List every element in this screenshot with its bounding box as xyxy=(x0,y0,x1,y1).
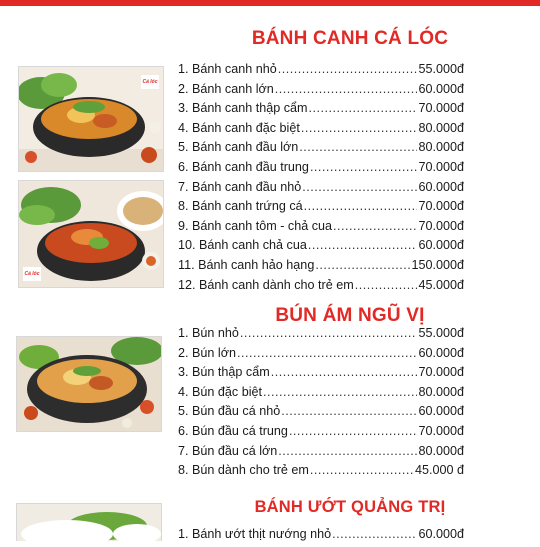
menu-item xyxy=(178,62,464,82)
menu-item-price: 55.000đ xyxy=(418,326,464,340)
menu-item-name: 3. Bánh canh thập cẩm xyxy=(178,101,308,116)
menu-item xyxy=(178,219,464,239)
menu-item xyxy=(178,444,464,464)
dot-leader xyxy=(310,160,418,174)
menu-item-price: 70.000đ xyxy=(418,365,464,380)
menu-item xyxy=(178,199,464,219)
menu-item-price: 60.000đ xyxy=(418,81,464,96)
menu-item-price: 70.000đ xyxy=(418,101,464,116)
menu-item-name: 7. Bánh canh đầu nhỏ xyxy=(178,179,302,194)
menu-item-price: 70.000đ xyxy=(418,218,464,233)
menu-item xyxy=(178,82,464,102)
dot-leader xyxy=(275,82,418,96)
dot-leader xyxy=(308,238,418,252)
menu-item xyxy=(178,160,464,180)
menu-item-name: 2. Bún lớn xyxy=(178,345,236,360)
menu-item-price: 60.000đ xyxy=(418,238,464,253)
menu-item-price: 80.000đ xyxy=(418,140,464,155)
menu-list-banh-canh xyxy=(178,62,464,297)
dot-leader xyxy=(310,463,414,477)
menu-item-name: 4. Bún đặc biệt xyxy=(178,384,263,399)
dish-photo-banh-uot xyxy=(16,503,162,541)
menu-item xyxy=(178,121,464,141)
dot-leader xyxy=(332,527,417,541)
dot-leader xyxy=(333,219,417,233)
menu-list-bun-am xyxy=(178,326,464,483)
dish-photo-banh-canh-2 xyxy=(18,180,164,288)
menu-item-name: 10. Bánh canh chả cua xyxy=(178,238,307,253)
menu-item-name: 1. Bánh canh nhỏ xyxy=(178,62,277,76)
menu-item-price: 60.000đ xyxy=(418,179,464,194)
dot-leader xyxy=(301,121,418,135)
menu-item-price: 70.000đ xyxy=(418,159,464,174)
dot-leader xyxy=(304,199,418,213)
menu-item xyxy=(178,385,464,405)
menu-item xyxy=(178,326,464,346)
dot-leader xyxy=(278,62,418,76)
dot-leader xyxy=(302,180,417,194)
menu-item-name: 3. Bún thập cẩm xyxy=(178,365,270,380)
menu-item-name: 11. Bánh canh hảo hạng xyxy=(178,257,315,272)
menu-item-name: 6. Bánh canh đầu trung xyxy=(178,159,309,174)
menu-item xyxy=(178,258,464,278)
dot-leader xyxy=(271,365,418,379)
menu-item-name: 1. Bún nhỏ xyxy=(178,326,239,340)
menu-item-name: 1. Bánh ướt thịt nướng nhỏ xyxy=(178,527,332,541)
menu-item xyxy=(178,424,464,444)
menu-item xyxy=(178,404,464,424)
dot-leader xyxy=(299,140,417,154)
dot-leader xyxy=(309,101,418,115)
menu-item-price: 45.000đ xyxy=(418,277,464,292)
menu-item-name: 6. Bún đầu cá trung xyxy=(178,423,288,438)
brand-logo: Cá lóc xyxy=(141,75,159,89)
menu-item-price: 55.000đ xyxy=(418,62,464,76)
dish-photo-bun-am xyxy=(16,336,162,432)
menu-item-price: 60.000đ xyxy=(418,345,464,360)
section-title-bun-am: BÚN ÁM NGŨ VỊ xyxy=(275,305,425,326)
menu-item-price: 150.000đ xyxy=(411,257,464,272)
menu-item-name: 8. Bánh canh trứng cá xyxy=(178,199,303,214)
top-red-bar xyxy=(0,0,540,6)
menu-item xyxy=(178,101,464,121)
menu-list-banh-uot xyxy=(178,527,464,547)
menu-item-name: 4. Bánh canh đặc biệt xyxy=(178,120,300,135)
menu-item xyxy=(178,140,464,160)
menu-item-price: 60.000đ xyxy=(418,404,464,419)
menu-item-name: 5. Bánh canh đầu lớn xyxy=(178,140,299,155)
dot-leader xyxy=(355,278,418,292)
dot-leader xyxy=(278,444,417,458)
menu-item-name: 9. Bánh canh tôm - chả cua xyxy=(178,218,333,233)
menu-item xyxy=(178,463,464,483)
menu-item-price: 80.000đ xyxy=(418,120,464,135)
menu-item-name: 5. Bún đầu cá nhỏ xyxy=(178,404,281,419)
dot-leader xyxy=(240,326,418,340)
menu-item-name: 8. Bún dành cho trẻ em xyxy=(178,463,309,478)
menu-item xyxy=(178,527,464,547)
menu-item-price: 70.000đ xyxy=(418,423,464,438)
menu-item xyxy=(178,346,464,366)
section-title-banh-uot: BÁNH ƯỚT QUẢNG TRỊ xyxy=(254,498,446,516)
menu-item-price: 70.000đ xyxy=(418,199,464,214)
dot-leader xyxy=(289,424,418,438)
menu-item-name: 12. Bánh canh dành cho trẻ em xyxy=(178,277,354,292)
menu-item-price: 45.000 đ xyxy=(414,463,464,478)
menu-item-name: 7. Bún đầu cá lớn xyxy=(178,443,278,458)
menu-item-price: 60.000đ xyxy=(418,527,464,541)
dot-leader xyxy=(315,258,410,272)
menu-item xyxy=(178,180,464,200)
menu-item-price: 80.000đ xyxy=(418,384,464,399)
menu-item-price: 80.000đ xyxy=(418,443,464,458)
menu-item xyxy=(178,278,464,298)
menu-item-name: 2. Bánh canh lớn xyxy=(178,81,274,96)
dish-photo-banh-canh-1 xyxy=(18,66,164,172)
menu-item xyxy=(178,365,464,385)
dot-leader xyxy=(263,385,417,399)
section-title-banh-canh: BÁNH CANH CÁ LÓC xyxy=(251,28,449,49)
dot-leader xyxy=(281,404,417,418)
menu-item xyxy=(178,238,464,258)
dot-leader xyxy=(237,346,417,360)
brand-logo: Cá lóc xyxy=(23,267,41,281)
